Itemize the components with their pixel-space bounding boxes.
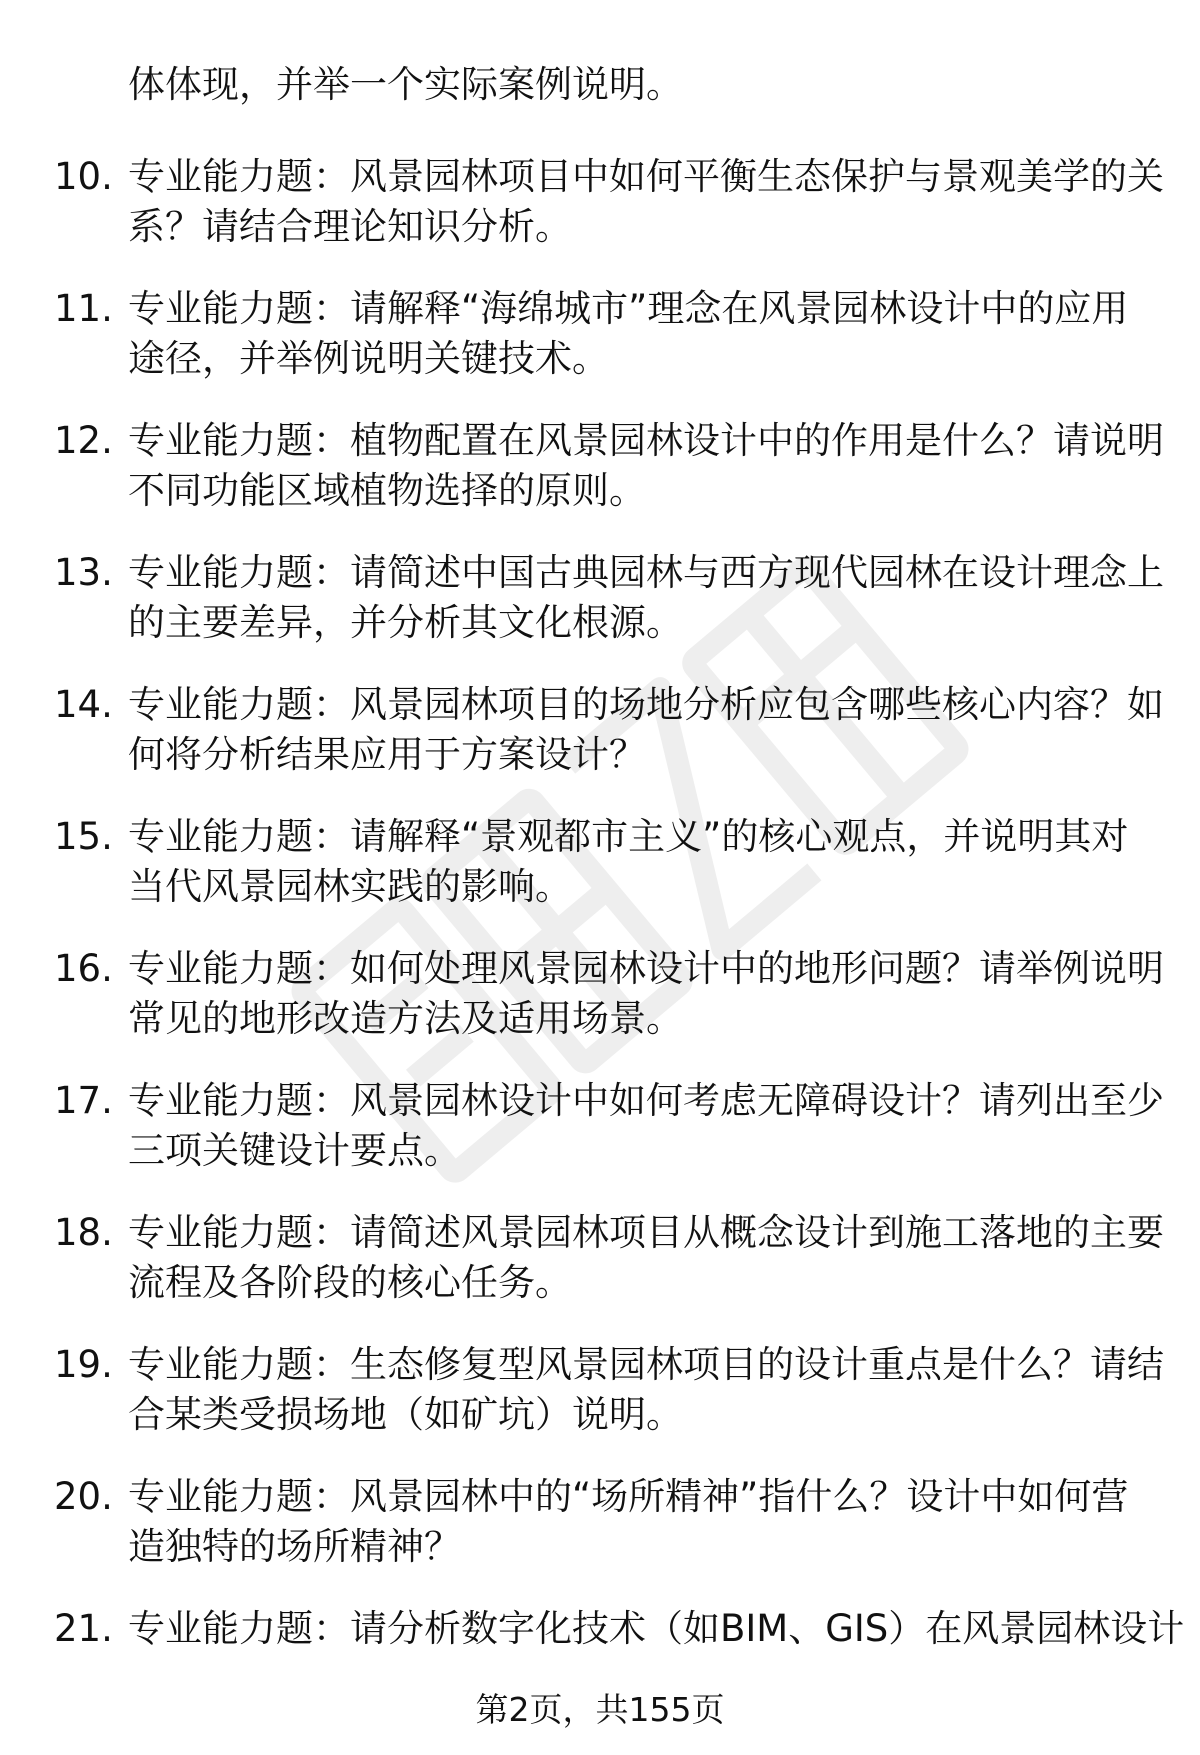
question-number: 21. <box>54 1607 113 1650</box>
page-indicator: 第2页，共155页 <box>475 1690 725 1729</box>
question-text-line: 专业能力题：风景园林中的“场所精神”指什么？设计中如何营 <box>128 1475 1129 1518</box>
question-number: 10. <box>54 155 113 198</box>
question-list <box>0 150 1200 1734</box>
question-item <box>0 678 1200 810</box>
question-text-line: 专业能力题：请解释“景观都市主义”的核心观点，并说明其对 <box>128 815 1129 858</box>
question-text-line: 专业能力题：请简述中国古典园林与西方现代园林在设计理念上 <box>128 551 1164 594</box>
question-text-line: 专业能力题：如何处理风景园林设计中的地形问题？请举例说明 <box>128 947 1164 990</box>
question-text-line: 途径，并举例说明关键技术。 <box>128 337 609 380</box>
question-text-line: 何将分析结果应用于方案设计？ <box>128 733 646 776</box>
question-number: 12. <box>54 419 113 462</box>
question-text-line: 的主要差异，并分析其文化根源。 <box>128 601 683 644</box>
question-number: 11. <box>54 287 113 330</box>
question-text-line: 专业能力题：植物配置在风景园林设计中的作用是什么？请说明 <box>128 419 1164 462</box>
question-number: 13. <box>54 551 113 594</box>
question-number: 15. <box>54 815 113 858</box>
question-item <box>0 1206 1200 1338</box>
question-text-line: 专业能力题：请分析数字化技术（如BIM、GIS）在风景园林设计 <box>128 1607 1185 1650</box>
question-text-line: 常见的地形改造方法及适用场景。 <box>128 997 683 1040</box>
question-text-line: 造独特的场所精神？ <box>128 1525 461 1568</box>
question-item <box>0 150 1200 282</box>
question-item <box>0 1470 1200 1602</box>
question-text-line: 专业能力题：风景园林项目的场地分析应包含哪些核心内容？如 <box>128 683 1164 726</box>
question-number: 18. <box>54 1211 113 1254</box>
question-number: 19. <box>54 1343 113 1386</box>
question-text-line: 专业能力题：风景园林设计中如何考虑无障碍设计？请列出至少 <box>128 1079 1164 1122</box>
question-text-line: 合某类受损场地（如矿坑）说明。 <box>128 1393 683 1436</box>
question-item <box>0 810 1200 942</box>
question-text-line: 专业能力题：请简述风景园林项目从概念设计到施工落地的主要 <box>128 1211 1164 1254</box>
question-text-line: 不同功能区域植物选择的原则。 <box>128 469 646 512</box>
question-item <box>0 1074 1200 1206</box>
question-text-line: 流程及各阶段的核心任务。 <box>128 1261 572 1304</box>
question-text-line: 三项关键设计要点。 <box>128 1129 461 1172</box>
question-item <box>0 546 1200 678</box>
question-number: 20. <box>54 1475 113 1518</box>
continuation-text: 体体现，并举一个实际案例说明。 <box>128 63 683 106</box>
question-number: 17. <box>54 1079 113 1122</box>
question-item <box>0 1338 1200 1470</box>
question-text-line: 专业能力题：生态修复型风景园林项目的设计重点是什么？请结 <box>128 1343 1164 1386</box>
question-text-line: 系？请结合理论知识分析。 <box>128 205 572 248</box>
question-item <box>0 942 1200 1074</box>
question-number: 14. <box>54 683 113 726</box>
question-item <box>0 414 1200 546</box>
question-number: 16. <box>54 947 113 990</box>
question-text-line: 当代风景园林实践的影响。 <box>128 865 572 908</box>
question-item <box>0 282 1200 414</box>
question-text-line: 专业能力题：风景园林项目中如何平衡生态保护与景观美学的关 <box>128 155 1164 198</box>
question-text-line: 专业能力题：请解释“海绵城市”理念在风景园林设计中的应用 <box>128 287 1129 330</box>
